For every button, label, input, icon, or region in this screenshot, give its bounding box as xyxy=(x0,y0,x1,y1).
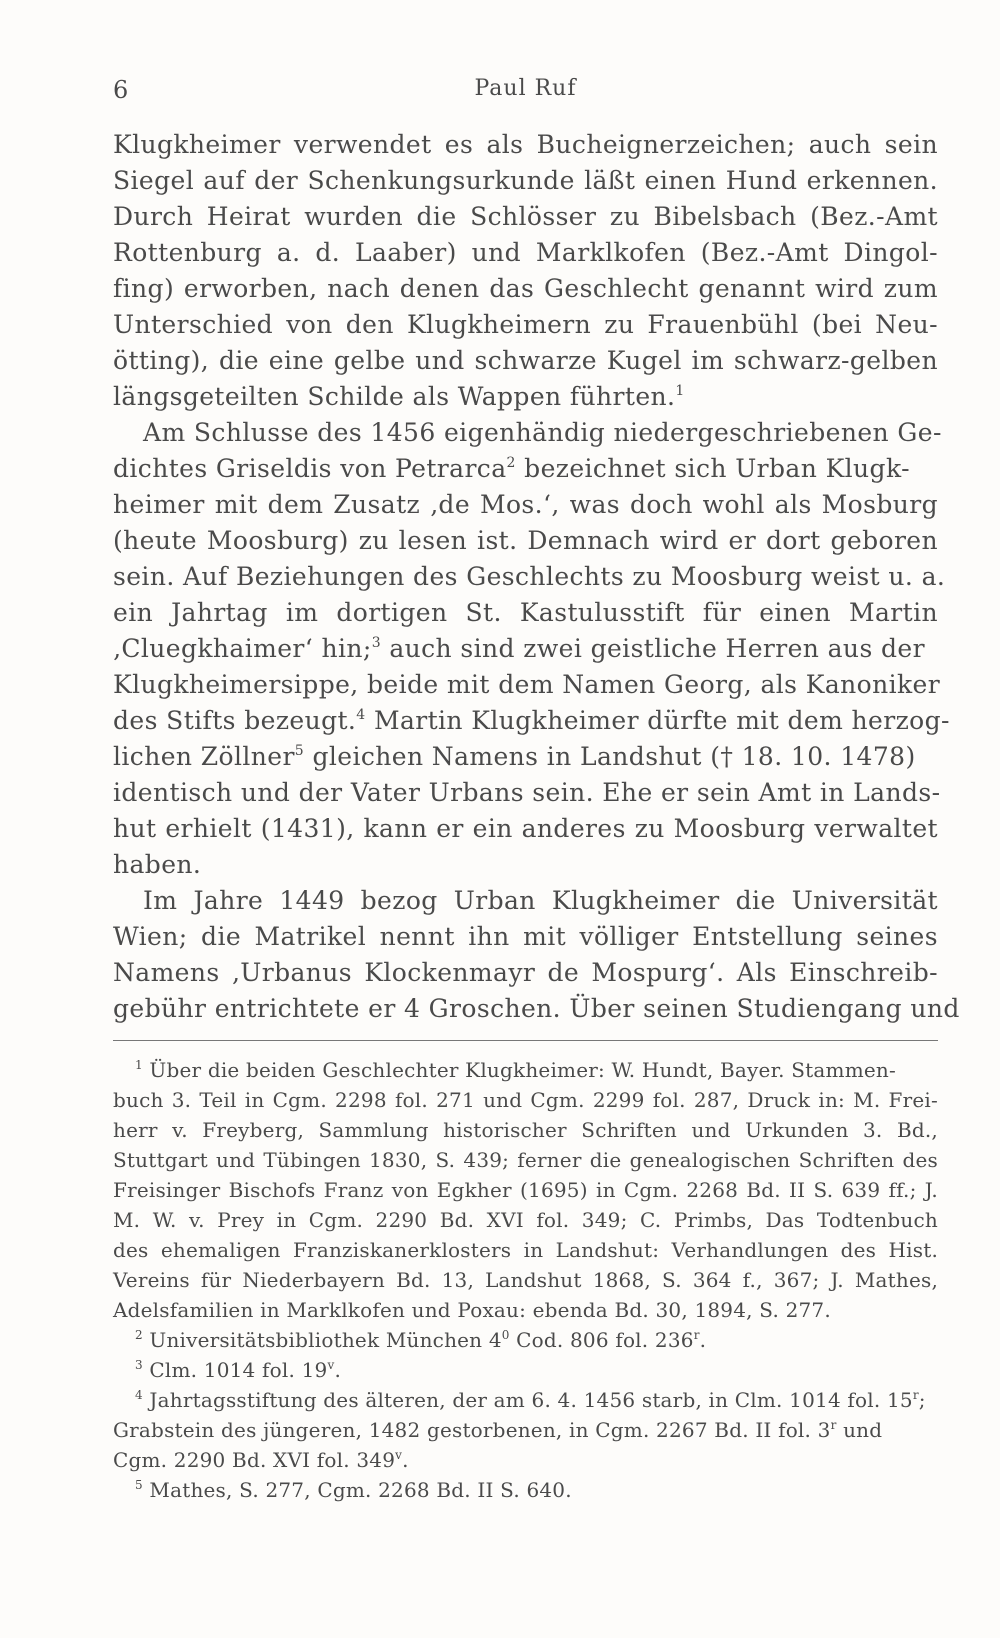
body-text xyxy=(113,127,960,1027)
text-line: Klugkheimersippe, beide mit dem Namen Georg, als Kanoniker xyxy=(113,670,941,699)
text-segment: Cod. 806 fol. 236 xyxy=(509,1328,694,1352)
text-line: hut erhielt (1431), kann er ein anderes zu Moosburg verwaltet xyxy=(113,814,938,843)
text-segment: Clm. 1014 fol. 19 xyxy=(149,1358,328,1382)
page-header xyxy=(113,76,938,106)
text-segment: . xyxy=(402,1448,409,1472)
text-line: Im Jahre 1449 bezog Urban Klugkheimer die Universität xyxy=(143,886,938,915)
text-segment: lichen Zöllner xyxy=(113,742,295,771)
footnote-line: buch 3. Teil in Cgm. 2298 fol. 271 und Cgm. 2299 fol. 287, Druck in: M. Frei- xyxy=(113,1088,938,1112)
superscript: v xyxy=(327,1358,335,1372)
text-line: Rottenburg a. d. Laaber) und Marklkofen (Bez.-Amt Dingol- xyxy=(113,238,938,267)
text-segment: Über die beiden Geschlechter Klugkheimer: W. Hundt, Bayer. Stammen- xyxy=(149,1058,896,1082)
text-segment: gleichen Namens in Landshut († 18. 10. 1478) xyxy=(304,742,916,771)
footnote-line xyxy=(113,1475,938,1505)
footnote-number: 3 xyxy=(135,1358,143,1372)
text-line xyxy=(113,379,938,415)
text-segment: und xyxy=(836,1418,883,1442)
text-segment: des Stifts bezeugt. xyxy=(113,706,357,735)
text-line: identisch und der Vater Urbans sein. Ehe er sein Amt in Lands- xyxy=(113,778,941,807)
text-segment: ‚Cluegkhaimer‘ hin; xyxy=(113,634,372,663)
superscript: r xyxy=(912,1388,919,1402)
text-line: heimer mit dem Zusatz ‚de Mos.‘, was doch wohl als Mosburg xyxy=(113,490,938,519)
text-segment: bezeichnet sich Urban Klugk- xyxy=(515,454,910,483)
text-line: Klugkheimer verwendet es als Bucheignerzeichen; auch sein xyxy=(113,130,938,159)
text-line: sein. Auf Beziehungen des Geschlechts zu Moosburg weist u. a. xyxy=(113,562,946,591)
footnote-line: herr v. Freyberg, Sammlung historischer Schriften und Urkunden 3. Bd., xyxy=(113,1118,938,1142)
footnote-number: 5 xyxy=(135,1478,143,1492)
footnote-marker: 5 xyxy=(294,743,305,759)
footnote-marker: 4 xyxy=(356,707,366,723)
text-segment: ; xyxy=(918,1388,926,1412)
text-line: Siegel auf der Schenkungsurkunde läßt einen Hund erkennen. xyxy=(113,166,938,195)
footnote-line: Stuttgart und Tübingen 1830, S. 439; ferner die genealogischen Schriften des xyxy=(113,1148,938,1172)
text-segment: auch sind zwei geistliche Herren aus der xyxy=(381,634,925,663)
footnote-marker: 1 xyxy=(675,383,685,399)
text-segment: Mathes, S. 277, Cgm. 2268 Bd. II S. 640. xyxy=(149,1478,572,1502)
footnote-marker: 2 xyxy=(506,455,516,471)
footnote-line: des ehemaligen Franziskanerklosters in Landshut: Verhandlungen des Hist. xyxy=(113,1238,938,1262)
text-line xyxy=(113,631,938,667)
text-segment: Grabstein des jüngeren, 1482 gestorbenen, in Cgm. 2267 Bd. II fol. 3 xyxy=(113,1418,831,1442)
text-line: ötting), die eine gelbe und schwarze Kugel im schwarz-gelben xyxy=(113,346,938,375)
text-line: Wien; die Matrikel nennt ihn mit völliger Entstellung seines xyxy=(113,922,938,951)
footnote-line xyxy=(113,1055,938,1085)
text-line xyxy=(113,739,938,775)
footnote-number: 4 xyxy=(135,1388,143,1402)
footnote-line xyxy=(113,1355,938,1385)
footnotes xyxy=(113,1055,938,1505)
footnote-line xyxy=(113,1325,938,1355)
superscript: r xyxy=(693,1328,700,1342)
superscript: v xyxy=(395,1448,403,1462)
superscript: r xyxy=(830,1418,837,1432)
text-line: Unterschied von den Klugkheimern zu Frauenbühl (bei Neu- xyxy=(113,310,938,339)
footnote-line xyxy=(113,1415,938,1445)
footnote-marker: 3 xyxy=(371,635,381,651)
page-number: 6 xyxy=(113,76,129,104)
footnote-line: M. W. v. Prey in Cgm. 2290 Bd. XVI fol. 349; C. Primbs, Das Todtenbuch xyxy=(113,1208,938,1232)
text-line: gebühr entrichtete er 4 Groschen. Über seinen Studiengang und xyxy=(113,994,960,1023)
footnote-line xyxy=(113,1385,938,1415)
text-line: haben. xyxy=(113,850,202,879)
text-line xyxy=(113,703,950,739)
text-segment: Martin Klugkheimer dürfte mit dem herzog- xyxy=(365,706,950,735)
text-line: Namens ‚Urbanus Klockenmayr de Mospurg‘. Als Einschreib- xyxy=(113,958,938,987)
text-segment: längsgeteilten Schilde als Wappen führten. xyxy=(113,382,676,411)
text-line: fing) erworben, nach denen das Geschlecht genannt wird zum xyxy=(113,274,938,303)
text-line: Durch Heirat wurden die Schlösser zu Bibelsbach (Bez.-Amt xyxy=(113,202,938,231)
footnote-line xyxy=(113,1445,938,1475)
text-segment: Universitätsbibliothek München 4 xyxy=(149,1328,502,1352)
text-segment: . xyxy=(699,1328,707,1352)
text-line: Am Schlusse des 1456 eigenhändig niedergeschriebenen Ge- xyxy=(143,418,942,447)
text-segment: Jahrtagsstiftung des älteren, der am 6. 4. 1456 starb, in Clm. 1014 fol. 15 xyxy=(149,1388,913,1412)
footnote-line: Freisinger Bischofs Franz von Egkher (1695) in Cgm. 2268 Bd. II S. 639 ff.; J. xyxy=(113,1178,938,1202)
text-line xyxy=(113,451,938,487)
text-segment: dichtes Griseldis von Petrarca xyxy=(113,454,507,483)
footnote-line: Vereins für Niederbayern Bd. 13, Landshut 1868, S. 364 f., 367; J. Mathes, xyxy=(113,1268,938,1292)
running-title: Paul Ruf xyxy=(474,76,577,101)
footnote-divider xyxy=(113,1040,938,1041)
text-line: ein Jahrtag im dortigen St. Kastulusstift für einen Martin xyxy=(113,598,938,627)
text-segment: Cgm. 2290 Bd. XVI fol. 349 xyxy=(113,1448,396,1472)
superscript: 0 xyxy=(501,1328,510,1342)
footnote-number: 2 xyxy=(135,1328,143,1342)
text-line: (heute Moosburg) zu lesen ist. Demnach wird er dort geboren xyxy=(113,526,938,555)
footnote-number: 1 xyxy=(135,1058,143,1072)
footnote-line: Adelsfamilien in Marklkofen und Poxau: ebenda Bd. 30, 1894, S. 277. xyxy=(113,1298,831,1322)
text-segment: . xyxy=(334,1358,341,1382)
